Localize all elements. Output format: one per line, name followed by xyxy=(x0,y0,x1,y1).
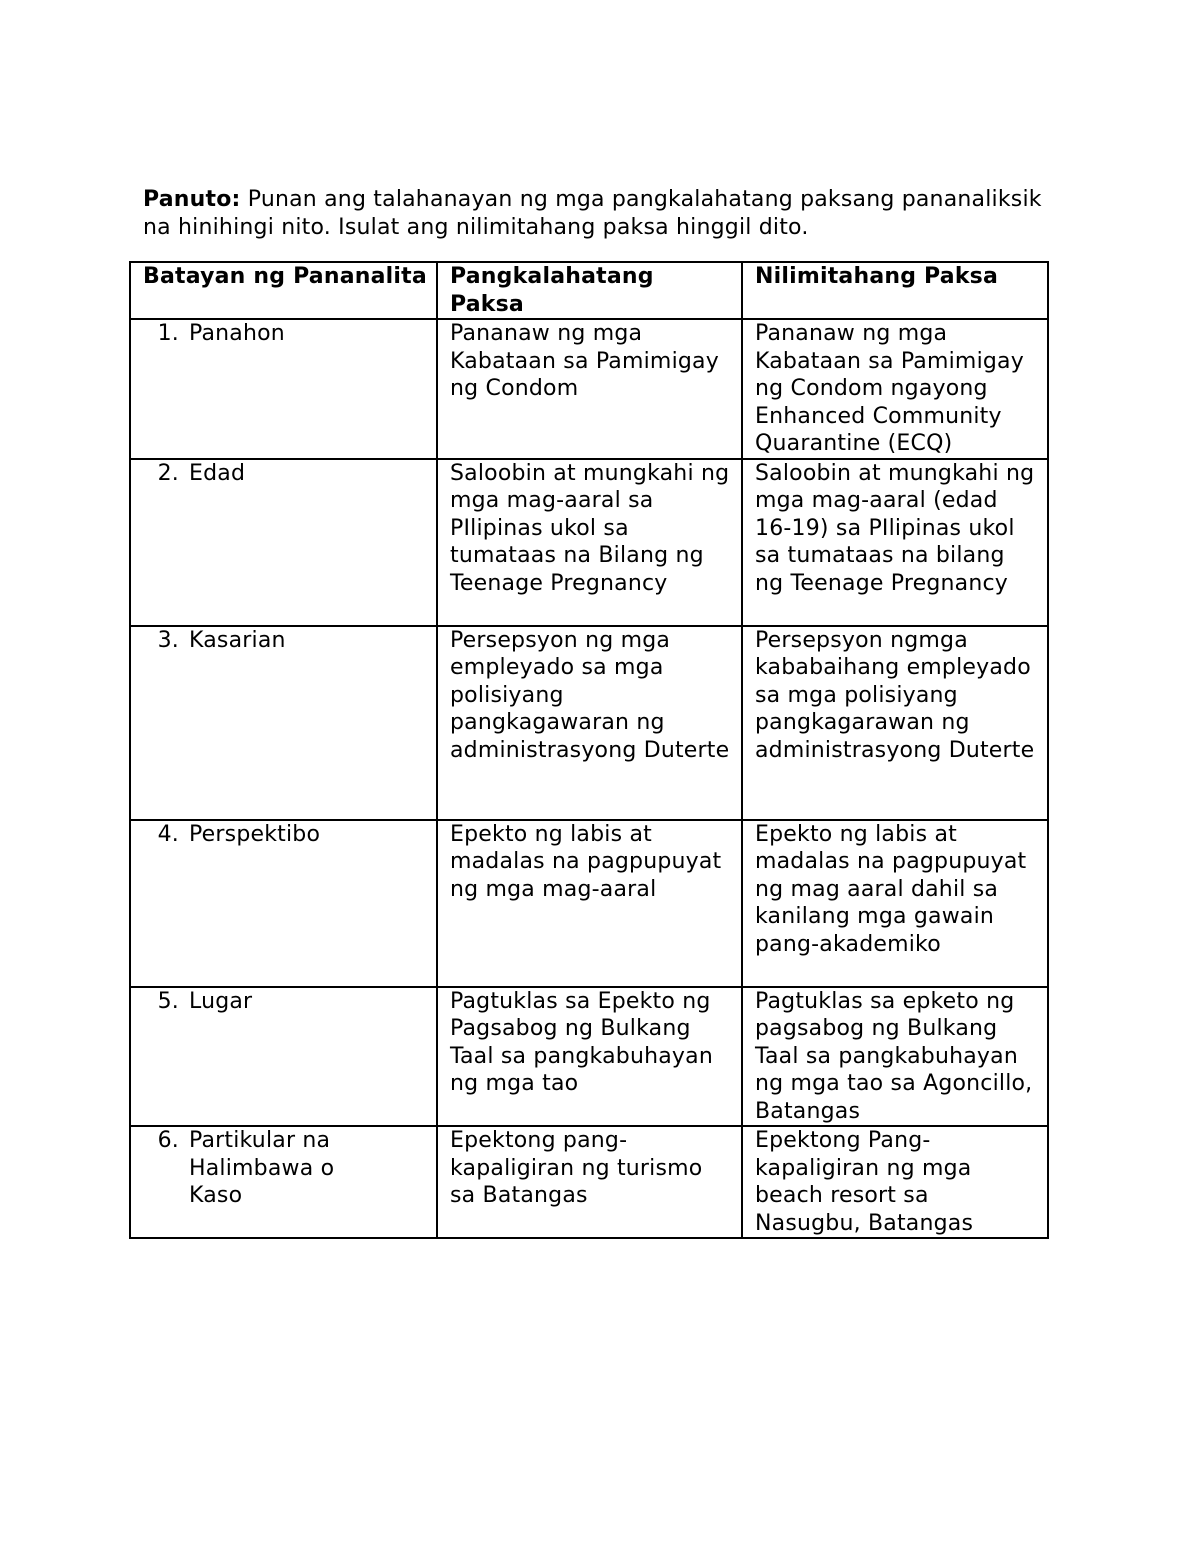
basis-cell xyxy=(130,459,437,626)
general-topic-cell: Pananaw ng mga Kabataan sa Pamimigay ng Condom xyxy=(437,319,742,459)
row-number: 6. xyxy=(157,1128,179,1153)
limited-topic-cell: Epektong Pang-kapaligiran ng mga beach resort sa Nasugbu, Batangas xyxy=(742,1126,1048,1238)
basis-cell xyxy=(130,319,437,459)
row-number: 3. xyxy=(157,627,179,653)
limited-topic-cell: Epekto ng labis at madalas na pagpupuyat ng mag aaral dahil sa kanilang mga gawain pang-akademiko xyxy=(742,820,1048,987)
instructions-lead: Panuto: xyxy=(143,187,241,212)
basis-label: Partikular na Halimbawa o Kaso xyxy=(189,1128,335,1208)
table-row xyxy=(130,459,1048,626)
limited-topic-cell: Pagtuklas sa epketo ng pagsabog ng Bulkang Taal sa pangkabuhayan ng mga tao sa Agoncillo, Batangas xyxy=(742,987,1048,1127)
table-row xyxy=(130,1126,1048,1238)
basis-label: Kasarian xyxy=(189,627,286,653)
basis-label: Edad xyxy=(189,460,246,486)
table-row xyxy=(130,987,1048,1127)
row-number: 1. xyxy=(157,321,179,346)
basis-cell xyxy=(130,820,437,987)
row-number: 5. xyxy=(157,988,179,1014)
table-row xyxy=(130,626,1048,820)
limited-topic-cell: Pananaw ng mga Kabataan sa Pamimigay ng Condom ngayong Enhanced Community Quarantine (ECQ) xyxy=(742,319,1048,459)
basis-label: Panahon xyxy=(189,321,285,346)
basis-cell xyxy=(130,626,437,820)
table-row xyxy=(130,319,1048,459)
header-limited-topic: Nilimitahang Paksa xyxy=(742,262,1048,319)
basis-label: Perspektibo xyxy=(189,821,321,847)
general-topic-cell: Epektong pang-kapaligiran ng turismo sa Batangas xyxy=(437,1126,742,1238)
topics-table xyxy=(129,261,1049,1239)
header-basis: Batayan ng Pananalita xyxy=(130,262,437,319)
limited-topic-cell: Persepsyon ngmga kababaihang empleyado sa mga polisiyang pangkagarawan ng administrasyong Duterte xyxy=(742,626,1048,820)
basis-label: Lugar xyxy=(189,988,253,1014)
table-row xyxy=(130,820,1048,987)
general-topic-cell: Pagtuklas sa Epekto ng Pagsabog ng Bulkang Taal sa pangkabuhayan ng mga tao xyxy=(437,987,742,1127)
general-topic-cell: Saloobin at mungkahi ng mga mag-aaral sa PIlipinas ukol sa tumataas na Bilang ng Teenage Pregnancy xyxy=(437,459,742,626)
limited-topic-cell: Saloobin at mungkahi ng mga mag-aaral (edad 16-19) sa PIlipinas ukol sa tumataas na bilang ng Teenage Pregnancy xyxy=(742,459,1048,626)
basis-cell xyxy=(130,1126,437,1238)
instructions-paragraph xyxy=(143,186,1043,242)
row-number: 2. xyxy=(157,460,179,486)
instructions-text: Punan ang talahanayan ng mga pangkalahatang paksang pananaliksik na hinihingi nito. Isulat ang nilimitahang paksa hinggil dito. xyxy=(143,187,1042,240)
row-number: 4. xyxy=(157,821,179,847)
general-topic-cell: Epekto ng labis at madalas na pagpupuyat ng mga mag-aaral xyxy=(437,820,742,987)
header-general-topic: Pangkalahatang Paksa xyxy=(437,262,742,319)
table-header-row xyxy=(130,262,1048,319)
general-topic-cell: Persepsyon ng mga empleyado sa mga polisiyang pangkagawaran ng administrasyong Duterte xyxy=(437,626,742,820)
basis-cell xyxy=(130,987,437,1127)
